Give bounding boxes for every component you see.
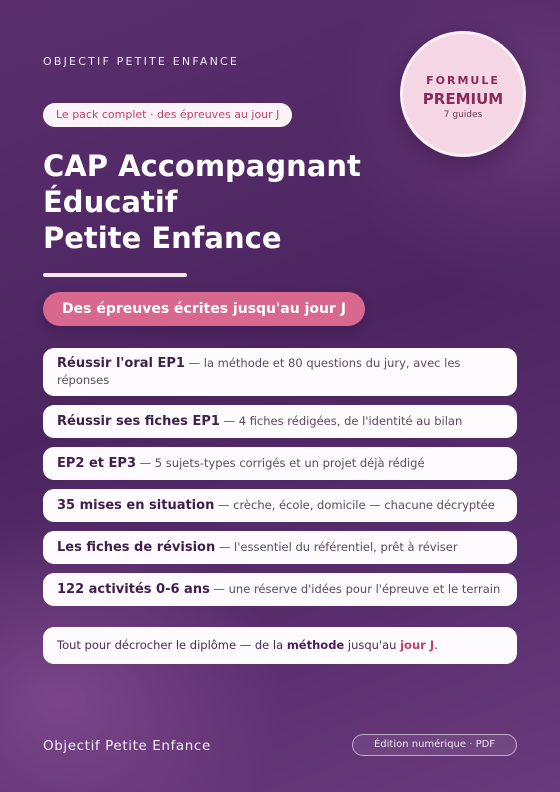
guide-description: — crèche, école, domicile — chacune décryptée [214, 498, 495, 512]
guide-title: Réussir ses fiches EP1 [57, 414, 220, 429]
title-line: CAP Accompagnant [43, 149, 361, 183]
title-line: Petite Enfance [43, 221, 282, 255]
premium-badge [400, 31, 526, 157]
badge-tier: PREMIUM [422, 90, 504, 108]
guide-title: Réussir l'oral EP1 [57, 356, 185, 371]
guide-title: 122 activités 0-6 ans [57, 582, 210, 597]
title-divider [43, 273, 187, 277]
guide-card [43, 348, 517, 396]
title-line: Éducatif [43, 185, 178, 219]
guide-description: — la méthode et 80 questions du jury, avec les réponses [57, 356, 461, 387]
guide-card [43, 447, 517, 480]
summary-text: . [434, 638, 438, 652]
guide-title: Les fiches de révision [57, 540, 216, 555]
guide-description: — l'essentiel du référentiel, prêt à réviser [215, 540, 458, 554]
summary-banner [43, 627, 517, 664]
badge-label: FORMULE [426, 74, 500, 87]
tagline-pill: Le pack complet · des épreuves au jour J [43, 103, 292, 127]
guide-list [43, 348, 517, 615]
page-title [43, 148, 361, 256]
summary-highlight: jour J [400, 638, 435, 652]
badge-count: 7 guides [443, 110, 483, 120]
guide-title: 35 mises en situation [57, 498, 215, 513]
guide-description: — une réserve d'idées pour l'épreuve et le terrain [209, 582, 501, 596]
guide-description: — 4 fiches rédigées, de l'identité au bilan [219, 414, 463, 428]
brand-footer: Objectif Petite Enfance [43, 738, 211, 754]
guide-card [43, 573, 517, 606]
guide-card [43, 531, 517, 564]
summary-emphasis: méthode [286, 638, 345, 652]
brand-header: OBJECTIF PETITE ENFANCE [43, 55, 240, 68]
guide-description: — 5 sujets-types corrigés et un projet déjà rédigé [136, 456, 425, 470]
guide-title: EP2 et EP3 [57, 456, 136, 471]
summary-text: Tout pour décrocher le diplôme — de la [57, 638, 287, 652]
edition-badge: Édition numérique · PDF [352, 734, 517, 756]
summary-text: jusqu'au [344, 638, 401, 652]
guide-card [43, 405, 517, 438]
guide-card [43, 489, 517, 522]
section-heading: Des épreuves écrites jusqu'au jour J [43, 292, 365, 326]
